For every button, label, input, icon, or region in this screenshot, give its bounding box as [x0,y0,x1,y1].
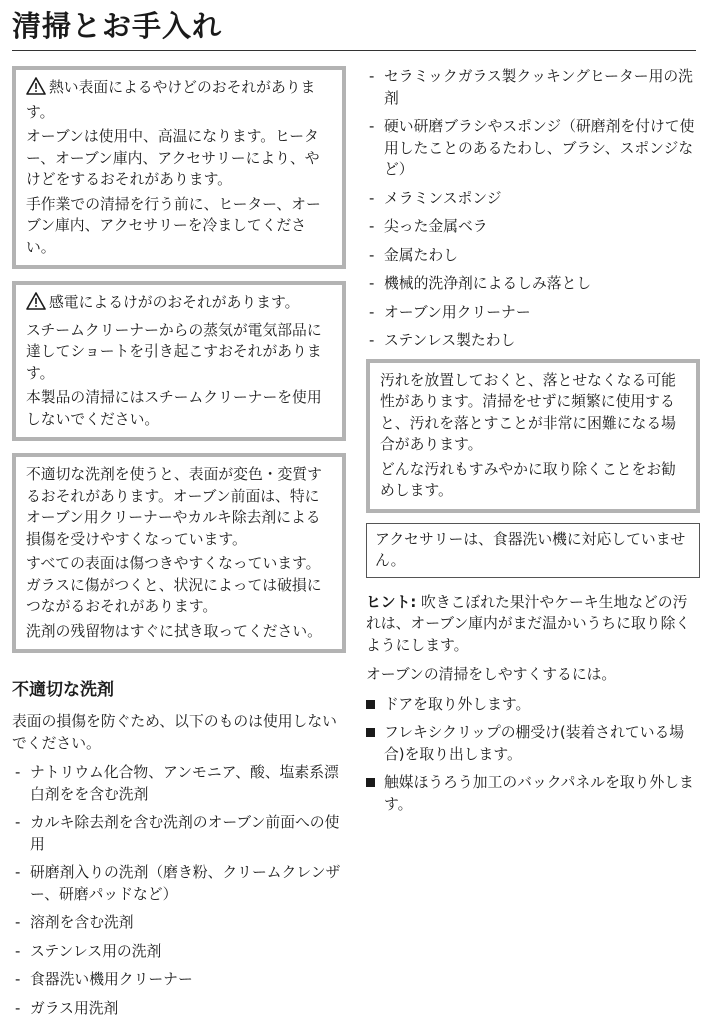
hint-paragraph [366,592,700,657]
warning-triangle-icon [26,77,46,102]
list-item: - ステンレス製たわし [366,330,700,352]
note-detergent-text-2: すべての表面は傷つきやすくなっています。ガラスに傷がつくと、状況によっては破損につながるおそれがあります。 [26,555,322,615]
list-item: - 研磨剤入りの洗剤（磨き粉、クリームクレンザー、研磨パッドなど） [12,862,346,905]
list-item: - 食器洗い機用クリーナー [12,969,346,991]
hint-text: 吹きこぼれた果汁やケーキ生地などの汚れは、オーブン庫内がまだ温かいうちに取り除くようにします。 [366,593,691,654]
list-item: - メラミンスポンジ [366,188,700,210]
list-item: - ナトリウム化合物、アンモニア、酸、塩素系漂白剤をを含む洗剤 [12,762,346,805]
note-dishwasher [366,523,700,578]
unsuitable-cleaners-list-continued [366,66,700,352]
list-item: - 尖った金属ベラ [366,216,700,238]
list-item: - 溶剤を含む洗剤 [12,912,346,934]
list-item: - オーブン用クリーナー [366,302,700,324]
warning-hot-text-2: 手作業での清掃を行う前に、ヒーター、オーブン庫内、アクセサリーを冷ましてください。 [26,195,321,256]
warning-electric-shock [12,281,346,441]
warning-shock-lead: 感電によるけがのおそれがあります。 [49,294,300,311]
list-item: - 硬い研磨ブラシやスポンジ（研磨剤を付けて使用したことのあるたわし、ブラシ、スポンジなど） [366,116,700,181]
list-item: - 金属たわし [366,245,700,267]
note-dirt-text-1: 汚れを放置しておくと、落とせなくなる可能性があります。清掃をせずに頻繁に使用すると、汚れを落とすことが非常に困難になる場合があります。 [380,371,676,453]
list-item: - ガラス用洗剤 [12,998,346,1020]
note-detergent-text-3: 洗剤の残留物はすぐに拭き取ってください。 [26,622,322,640]
left-column [12,66,346,1026]
page-title: 清掃とお手入れ [12,9,223,43]
note-detergent-text-1: 不適切な洗剤を使うと、表面が変色・変質するおそれがあります。オーブン前面は、特にオーブン用クリーナーやカルキ除去剤による損傷を受けやすくなっています。 [26,466,322,548]
note-dirt-text-2: どんな汚れもすみやかに取り除くことをお勧めします。 [380,460,676,499]
warning-shock-text-2: 本製品の清掃にはスチームクリーナーを使用しないでください。 [26,389,322,428]
note-dirt-removal [366,359,700,513]
title-divider [12,50,696,51]
easy-clean-steps [366,694,700,816]
unsuitable-cleaners-list [12,762,346,1019]
list-item: 触媒ほうろう加工のバックパネルを取り外します。 [366,772,700,815]
hint-label: ヒント: [366,593,417,611]
section-heading: 不適切な洗剤 [12,680,114,700]
list-item: - 機械的洗浄剤によるしみ落とし [366,273,700,295]
warning-hot-surface [12,66,346,269]
note-dishwasher-text: アクセサリーは、食器洗い機に対応していません。 [375,530,686,569]
warning-hot-lead: 熱い表面によるやけどのおそれがあります。 [26,79,316,121]
warning-hot-text-1: オーブンは使用中、高温になります。ヒーター、オーブン庫内、アクセサリーにより、やけどをするおそれがあります。 [26,128,320,188]
list-item: - セラミックガラス製クッキングヒーター用の洗剤 [366,66,700,109]
list-item: フレキシクリップの棚受け(装着されている場合)を取り出します。 [366,722,700,765]
note-detergent-damage [12,453,346,653]
right-column [366,66,700,822]
warning-triangle-icon [26,292,46,317]
list-item: ドアを取り外します。 [366,694,700,716]
section-intro: 表面の損傷を防ぐため、以下のものは使用しないでください。 [12,713,337,752]
list-item: - ステンレス用の洗剤 [12,941,346,963]
list-item: - カルキ除去剤を含む洗剤のオーブン前面への使用 [12,812,346,855]
easy-clean-intro: オーブンの清掃をしやすくするには。 [366,666,617,683]
warning-shock-text-1: スチームクリーナーからの蒸気が電気部品に達してショートを引き起こすおそれがあります。 [26,321,322,382]
